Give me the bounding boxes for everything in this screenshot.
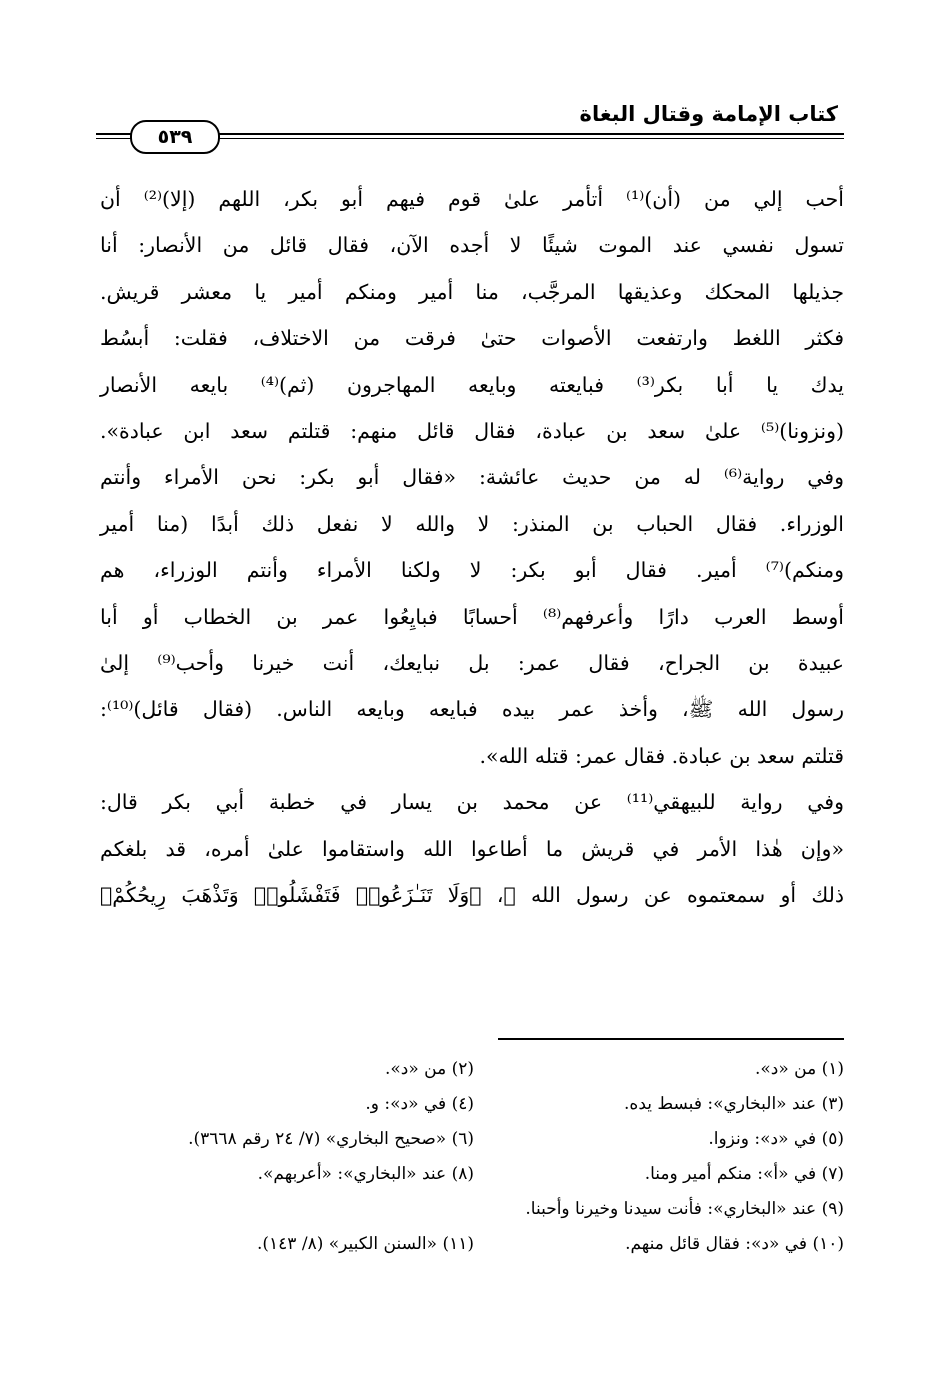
footnote-4: (٤) في «د»: و. [365,1094,474,1114]
text-line: «وإن هٰذا الأمر في قريش ما أطاعوا الله واستقاموا علىٰ أمره، قد بلغكم [100,836,844,861]
footnote-1: (١) من «د». [754,1059,844,1079]
book-title: كتاب الإمامة وقتال البغاة [579,102,838,126]
text-line: فكثر اللغط وارتفعت الأصوات حتىٰ فرقت من الاختلاف، فقلت: أبسُط [100,326,844,351]
text-line: وفي رواية⁽⁶⁾ له من حديث عائشة: «فقال أبو بكر: نحن الأمراء وأنتم [100,465,844,490]
footnote-5: (٥) في «د»: ونزوا. [708,1129,844,1149]
text-line: الوزراء. فقال الحباب بن المنذر: لا والله لا نفعل ذلك أبدًا (منا أمير [100,511,844,536]
text-line: ذلك أو سمعتموه عن رسول الله ﷺ، ﴿وَلَا تَنَـٰزَعُوا۟ فَتَفْشَلُوا۟ وَتَذْهَبَ رِيحُكُمْ﴾ [100,883,844,908]
footnote-6: (٦) «صحيح البخاري» (٧/ ٢٤ رقم ٣٦٦٨). [188,1129,474,1149]
text-line: قتلتم سعد بن عبادة. فقال عمر: قتله الله». [479,743,844,768]
main-text [100,176,844,919]
footnote-separator [498,1038,844,1040]
text-line: جذيلها المحكك وعذيقها المرجَّب، منا أمير ومنكم أمير يا معشر قريش. [100,279,844,304]
footnote-11: (١١) «السنن الكبير» (٨/ ١٤٣). [257,1234,474,1254]
text-line: تسول نفسي عند الموت شيئًا لا أجده الآن، فقال قائل من الأنصار: أنا [100,233,844,258]
footnote-9: (٩) عند «البخاري»: فأنت سيدنا وخيرنا وأحبنا. [525,1199,844,1219]
text-line: يدك يا أبا بكر⁽³⁾ فبايعته وبايعه المهاجرون (ثم)⁽⁴⁾ بايعه الأنصار [100,372,844,397]
text-line: وفي رواية للبيهقي⁽¹¹⁾ عن محمد بن يسار في خطبة أبي بكر قال: [100,790,844,815]
text-line: أحب إلي من (أن)⁽¹⁾ أتأمر علىٰ قوم فيهم أبو بكر، اللهم (إلا)⁽²⁾ أن [100,187,844,211]
footnotes [96,1052,844,1262]
text-line: رسول الله ﷺ، وأخذ عمر بيده فبايعه وبايعه الناس. (فقال قائل)⁽¹⁰⁾: [100,697,844,722]
footnote-2: (٢) من «د». [384,1059,474,1079]
footnote-3: (٣) عند «البخاري»: فبسط يده. [624,1094,844,1114]
text-line: أوسط العرب دارًا وأعرفهم⁽⁸⁾ أحسابًا فبايِعُوا عمر بن الخطاب أو أبا [100,604,844,629]
running-header [96,96,844,156]
text-line: ومنكم)⁽⁷⁾ أمير. فقال أبو بكر: لا ولكنا الأمراء وأنتم الوزراء، هم [100,558,844,583]
footnote-10: (١٠) في «د»: فقال قائل منهم. [625,1234,844,1254]
footnote-8: (٨) عند «البخاري»: «أعربهم». [257,1164,474,1184]
footnote-7: (٧) في «أ»: منكم أمير ومنا. [644,1164,844,1184]
text-line: عبيدة بن الجراح، فقال عمر: بل نبايعك، أنت خيرنا وأحب⁽⁹⁾ إلىٰ [100,651,844,676]
page-number: ٥٣٩ [130,120,220,154]
text-line: (ونزونا)⁽⁵⁾ علىٰ سعد بن عبادة، فقال قائل منهم: قتلتم سعد ابن عبادة». [100,419,844,444]
